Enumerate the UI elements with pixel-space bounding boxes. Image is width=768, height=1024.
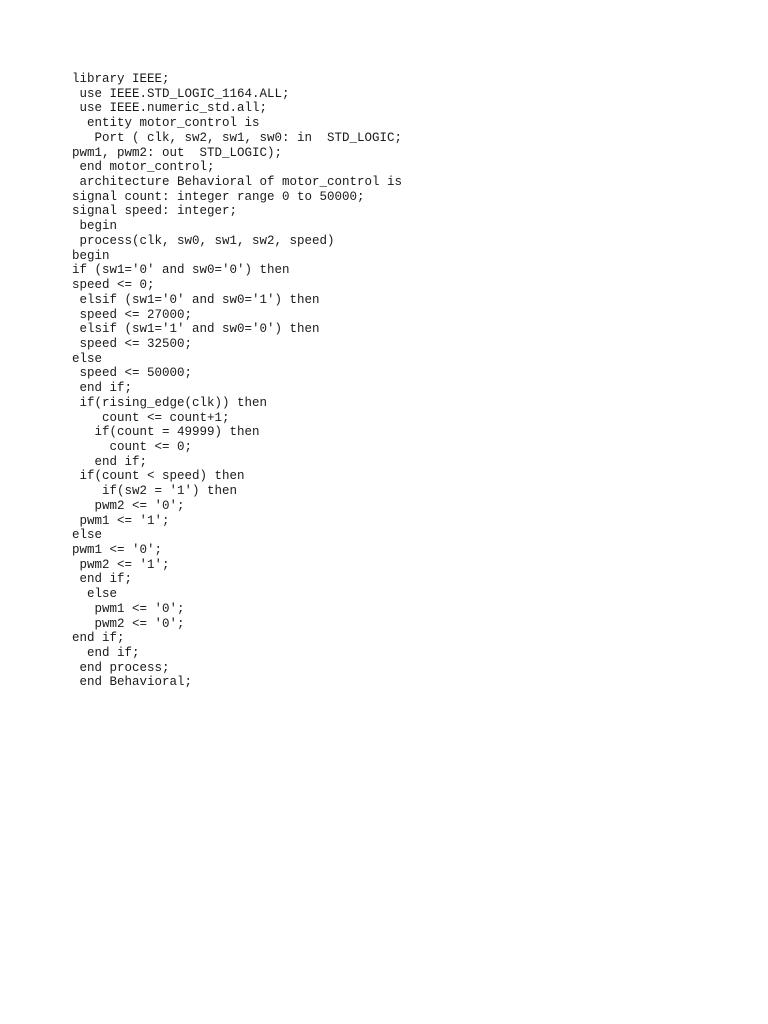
code-line: entity motor_control is [72,116,260,131]
code-line: pwm2 <= '1'; [72,557,170,572]
code-line: elsif (sw1='1' and sw0='0') then [72,322,320,337]
code-line: speed <= 32500; [72,336,193,351]
code-line: count <= 0; [72,439,193,454]
code-line: process(clk, sw0, sw1, sw2, speed) [72,233,335,248]
code-line: end if; [72,646,140,661]
code-line: end if; [72,631,125,646]
code-line: begin [72,248,110,263]
vhdl-code-block [72,72,752,690]
code-line: end if; [72,572,133,587]
code-line: elsif (sw1='0' and sw0='1') then [72,292,320,307]
code-line: pwm1, pwm2: out STD_LOGIC); [72,145,283,160]
code-line: end if; [72,381,133,396]
code-line: end process; [72,660,170,675]
code-line: if(count < speed) then [72,469,245,484]
code-line: pwm1 <= '1'; [72,513,170,528]
code-line: signal count: integer range 0 to 50000; [72,189,365,204]
code-line: end Behavioral; [72,675,193,690]
code-line: else [72,528,103,543]
code-line: if(rising_edge(clk)) then [72,395,268,410]
code-line: if(count = 49999) then [72,425,260,440]
code-line: end motor_control; [72,160,215,175]
code-line: else [72,351,103,366]
code-line: speed <= 27000; [72,307,193,322]
code-line: pwm2 <= '0'; [72,616,185,631]
code-line: pwm1 <= '0'; [72,543,163,557]
code-line: speed <= 50000; [72,366,193,381]
code-line: count <= count+1; [72,410,230,425]
code-line: library IEEE; [72,72,170,86]
code-line: pwm1 <= '0'; [72,601,185,616]
code-line: use IEEE.STD_LOGIC_1164.ALL; [72,86,290,101]
code-line: if(sw2 = '1') then [72,484,238,499]
code-line: Port ( clk, sw2, sw1, sw0: in STD_LOGIC; [72,130,403,145]
code-line: end if; [72,454,148,469]
code-line: use IEEE.numeric_std.all; [72,101,268,116]
code-line: begin [72,219,118,234]
code-line: speed <= 0; [72,278,155,293]
code-line: architecture Behavioral of motor_control is [72,175,403,190]
code-line: if (sw1='0' and sw0='0') then [72,263,290,278]
code-line: signal speed: integer; [72,204,238,219]
code-line: pwm2 <= '0'; [72,498,185,513]
code-line: else [72,587,118,602]
